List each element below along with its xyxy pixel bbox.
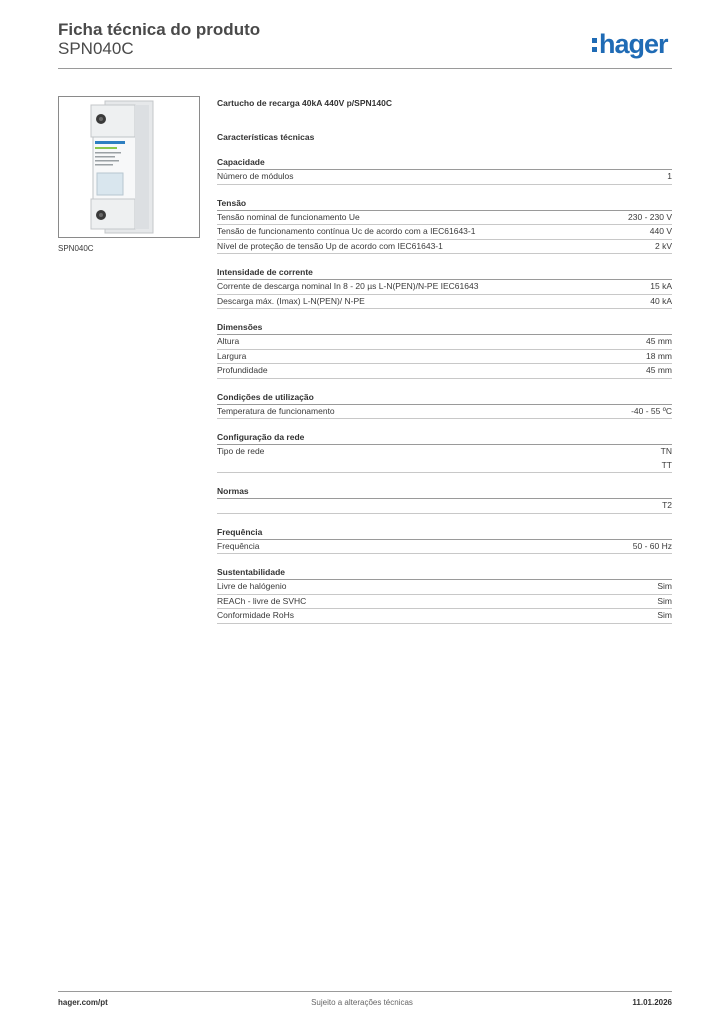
spec-group [217, 266, 672, 309]
spec-row [217, 364, 672, 379]
spec-value: 15 kA [650, 281, 672, 291]
doc-title: Ficha técnica do produto [58, 20, 261, 39]
spec-label: Frequência [217, 540, 260, 551]
spec-sheet [217, 96, 672, 624]
spec-group [217, 566, 672, 624]
spec-row [217, 609, 672, 624]
spec-value: -40 - 55 ºC [631, 405, 672, 416]
spec-row [217, 580, 672, 595]
spec-group-title: Capacidade [217, 156, 672, 170]
spec-groups [217, 156, 672, 624]
footer-note: Sujeito a alterações técnicas [311, 998, 413, 1007]
spec-group-title: Frequência [217, 526, 672, 540]
spec-value: 50 - 60 Hz [632, 540, 672, 551]
spec-group [217, 391, 672, 420]
spec-label: Livre de halógenio [217, 581, 287, 591]
logo-wordmark: hager [599, 29, 668, 59]
spec-group-title: Dimensões [217, 321, 672, 335]
spec-label: Número de módulos [217, 171, 294, 181]
spec-label: Altura [217, 336, 240, 346]
footer-website: hager.com/pt [58, 998, 108, 1007]
spec-value: T2 [662, 500, 672, 510]
spec-group [217, 156, 672, 185]
spec-label: Descarga máx. (Imax) L-N(PEN)/ N-PE [217, 295, 365, 306]
spec-value: 1 [667, 171, 672, 181]
footer-date: 11.01.2026 [632, 998, 672, 1007]
spec-label: Largura [217, 350, 247, 361]
spec-group-title: Normas [217, 485, 672, 499]
spec-group [217, 431, 672, 473]
spec-row [217, 280, 672, 295]
spec-group-title: Configuração da rede [217, 431, 672, 445]
spec-value: 45 mm [646, 365, 672, 375]
spec-value: 230 - 230 V [628, 211, 672, 222]
spec-label: Profundidade [217, 365, 268, 375]
spec-group-title: Intensidade de corrente [217, 266, 672, 280]
spec-value: 40 kA [650, 295, 672, 306]
footer-divider [58, 991, 672, 992]
spec-label: Nível de proteção de tensão Up de acordo com IEC61643-1 [217, 240, 443, 251]
spec-row [217, 499, 672, 514]
spec-group [217, 321, 672, 379]
spec-value: 45 mm [646, 336, 672, 346]
spec-value: 2 kV [654, 240, 672, 251]
spec-group-title: Condições de utilização [217, 391, 672, 405]
spec-group [217, 526, 672, 555]
spec-row [217, 350, 672, 365]
spec-row [217, 170, 672, 185]
spec-group-title: Sustentabilidade [217, 566, 672, 580]
spec-value: TN TT [660, 446, 672, 470]
spec-group [217, 485, 672, 514]
spec-group [217, 197, 672, 255]
spec-row [217, 405, 672, 420]
spec-value: 440 V [649, 226, 672, 236]
spec-label: Tensão nominal de funcionamento Ue [217, 211, 360, 222]
spec-label: REACh - livre de SVHC [217, 595, 307, 606]
spec-group-title: Tensão [217, 197, 672, 211]
spec-value: 18 mm [646, 350, 672, 361]
spec-row [217, 295, 672, 310]
product-description: Cartucho de recarga 40kA 440V p/SPN140C [217, 98, 392, 108]
spec-label: Corrente de descarga nominal In 8 - 20 µs L-N(PEN)/N-PE IEC61643 [217, 281, 479, 291]
spec-row [217, 540, 672, 555]
spec-row [217, 240, 672, 255]
spec-row [217, 595, 672, 610]
spec-row [217, 445, 672, 473]
spec-row [217, 335, 672, 350]
surge-protector-illustration [59, 97, 199, 237]
product-code: SPN040C [58, 39, 134, 58]
spec-label: Tensão de funcionamento contínua Uc de acordo com a IEC61643-1 [217, 226, 476, 236]
hager-logo [592, 24, 672, 58]
spec-label: Temperatura de funcionamento [217, 405, 335, 416]
spec-value: Sim [657, 610, 672, 620]
spec-label: Tipo de rede [217, 446, 265, 456]
product-image [58, 96, 200, 238]
header-divider [58, 68, 672, 69]
spec-row [217, 225, 672, 240]
spec-value: Sim [657, 581, 672, 591]
spec-heading: Características técnicas [217, 132, 315, 142]
logo-dots-icon [592, 38, 597, 52]
image-caption: SPN040C [58, 244, 94, 253]
spec-value: Sim [657, 595, 672, 606]
spec-label: Conformidade RoHs [217, 610, 295, 620]
spec-row [217, 211, 672, 226]
